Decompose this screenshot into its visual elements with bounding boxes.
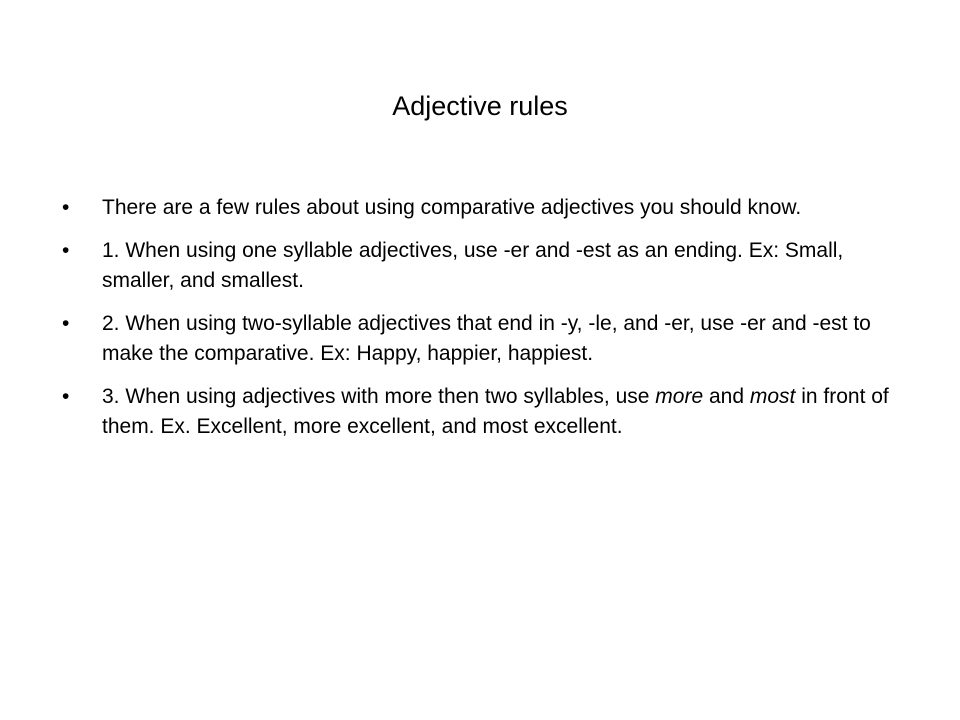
emphasis-most: most (749, 385, 796, 408)
bullet-text-part: in front of them. Ex. Excellent, more excellent, and most excellent. (102, 385, 889, 438)
bullet-item-rule-1 (62, 236, 892, 296)
bullet-list (62, 193, 892, 455)
bullet-item-intro (62, 193, 892, 223)
bullet-text-part: and (703, 385, 750, 408)
bullet-dot-icon: • (62, 312, 70, 335)
bullet-text: 2. When using two-syllable adjectives that end in -y, -le, and -er, use -er and -est to make the comparative. Ex: Happy, happier, happiest. (102, 312, 871, 365)
bullet-text: There are a few rules about using comparative adjectives you should know. (102, 196, 802, 219)
bullet-item-rule-3 (62, 382, 892, 442)
bullet-text-part: 3. When using adjectives with more then two syllables, use (102, 385, 656, 408)
bullet-text: 1. When using one syllable adjectives, use -er and -est as an ending. Ex: Small, smaller, and smallest. (102, 239, 844, 292)
bullet-dot-icon: • (62, 385, 70, 408)
bullet-text (102, 385, 889, 438)
slide-title: Adjective rules (392, 91, 568, 121)
bullet-dot-icon: • (62, 239, 70, 262)
bullet-dot-icon: • (62, 196, 70, 219)
bullet-item-rule-2 (62, 309, 892, 369)
emphasis-more: more (655, 385, 704, 408)
